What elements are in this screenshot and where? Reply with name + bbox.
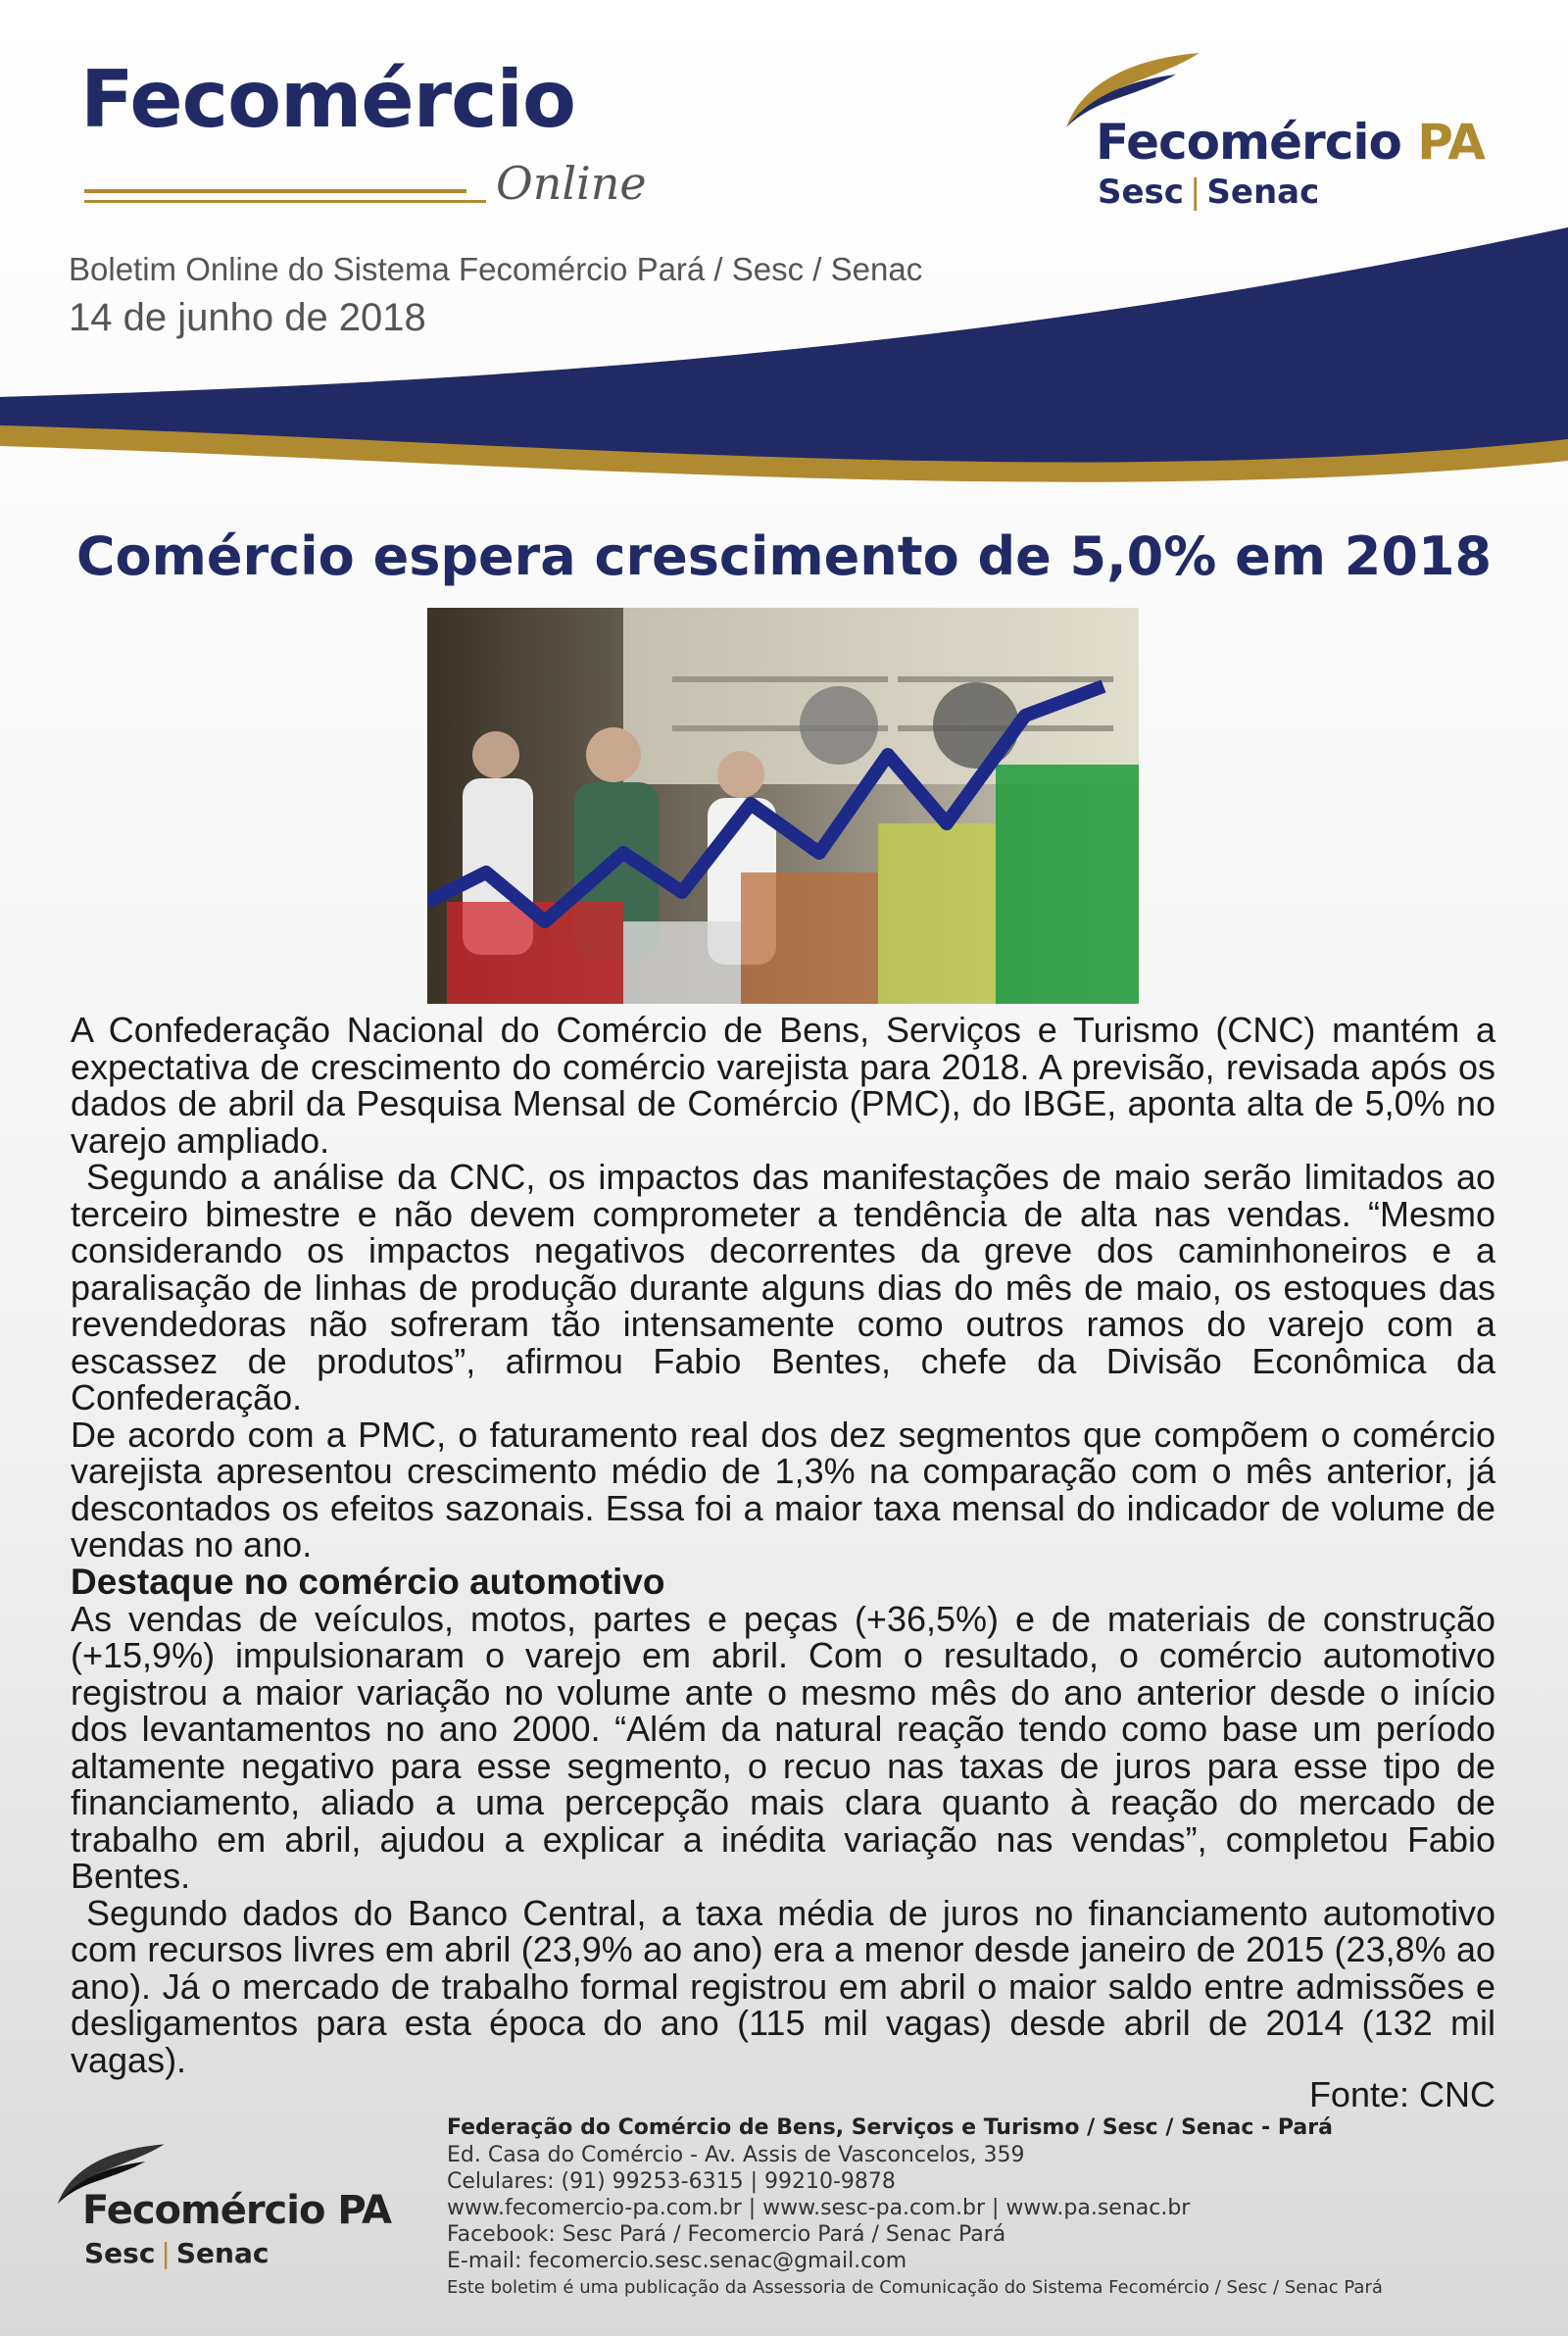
footer-brand-sub: Sesc | Senac xyxy=(84,2237,270,2269)
fecomercio-pa-logo xyxy=(1060,45,1492,222)
logo-underline xyxy=(84,189,466,193)
footer-email: E-mail: fecomercio.sesc.senac@gmail.com xyxy=(447,2249,907,2273)
brand-sub: Sesc | Senac xyxy=(1098,173,1320,212)
footer-contact xyxy=(447,2114,1544,2302)
fecomercio-pa-footer-logo xyxy=(53,2137,425,2284)
article-paragraph-1: A Confederação Nacional do Comércio de Bens, Serviços e Turismo (CNC) mantém a expectativa de crescimento do comércio varejista para 2018. A previsão, revisada após os dados de abril da Pesquisa Mensal de Comércio (PMC), do IBGE, aponta alta de 5,0% no varejo ampliado. xyxy=(71,1010,1495,1161)
article-paragraph-4: As vendas de veículos, motos, partes e peças (+36,5%) e de materiais de construção (+15,9%) impulsionaram o varejo em abril. Com o resultado, o comércio automotivo registrou a maior variação no volume ante o mesmo mês do ano anterior desde o início dos levantamentos no ano 2000. “Além da natural reação tendo como base um período altamente negativo para esse segmento, o recuo nas taxas de juros para esse tipo de financiamento, aliado a uma percepção mais clara quanto à reação do mercado de trabalho em abril, ajudou a explicar a inédita variação nas vendas”, completou Fabio Bentes. xyxy=(71,1598,1495,1896)
publication-logo: Fecomércio xyxy=(80,54,575,145)
footer-phones: Celulares: (91) 99253-6315 | 99210-9878 xyxy=(447,2169,896,2194)
logo-underline-secondary xyxy=(84,200,486,203)
article-body xyxy=(71,1012,1495,2078)
article-paragraph-2: Segundo a análise da CNC, os impactos das manifestações de maio serão limitados ao terceiro bimestre e não devem comprometer a tendência de alta nas vendas. “Mesmo considerando os impactos negativos decorrentes da greve dos caminhoneiros e a paralisação de linhas de produção durante alguns dias do mês de maio, os estoques das revendedoras não sofreram tão intensamente como outros ramos do varejo com a escassez de produtos”, afirmou Fabio Bentes, chefe da Divisão Econômica da Confederação. xyxy=(71,1157,1495,1417)
publication-date: 14 de junho de 2018 xyxy=(69,296,426,339)
brand-name: Fecomércio PA xyxy=(1096,114,1486,171)
article-source: Fonte: CNC xyxy=(1308,2074,1495,2114)
publication-logo-suffix: Online xyxy=(496,157,647,210)
article-photo xyxy=(427,608,1139,1004)
footer-org-name: Federação do Comércio de Bens, Serviços e Turismo / Sesc / Senac - Pará xyxy=(447,2115,1333,2140)
footer-note: Este boletim é uma publicação da Assessoria de Comunicação do Sistema Fecomércio / Sesc / Senac Pará xyxy=(447,2277,1383,2298)
article-subheading: Destaque no comércio automotivo xyxy=(71,1561,665,1602)
footer-address: Ed. Casa do Comércio - Av. Assis de Vasconcelos, 359 xyxy=(447,2143,1025,2167)
shoppers-with-growth-chart-photo xyxy=(427,608,1139,1004)
bulletin-subtitle: Boletim Online do Sistema Fecomércio Pará / Sesc / Senac xyxy=(69,251,923,287)
article-headline: Comércio espera crescimento de 5,0% em 2018 xyxy=(75,525,1493,587)
footer-facebook: Facebook: Sesc Pará / Fecomercio Pará / Senac Pará xyxy=(447,2222,1006,2247)
footer-brand-name: Fecomércio PA xyxy=(82,2188,392,2233)
footer-websites: www.fecomercio-pa.com.br | www.sesc-pa.com.br | www.pa.senac.br xyxy=(447,2196,1191,2220)
article-paragraph-5: Segundo dados do Banco Central, a taxa média de juros no financiamento automotivo com recursos livres em abril (23,9% ao ano) era a menor desde janeiro de 2015 (23,8% ao ano). Já o mercado de trabalho formal registrou em abril o maior saldo entre admissões e desligamentos para esta época do ano (115 mil vagas) desde abril de 2014 (132 mil vagas). xyxy=(71,1892,1495,2080)
article-paragraph-3: De acordo com a PMC, o faturamento real dos dez segmentos que compõem o comércio varejista apresentou crescimento médio de 1,3% na comparação com o mês anterior, já descontados os efeitos sazonais. Essa foi a maior taxa mensal do indicador de volume de vendas no ano. xyxy=(71,1414,1495,1565)
masthead xyxy=(0,0,1568,510)
